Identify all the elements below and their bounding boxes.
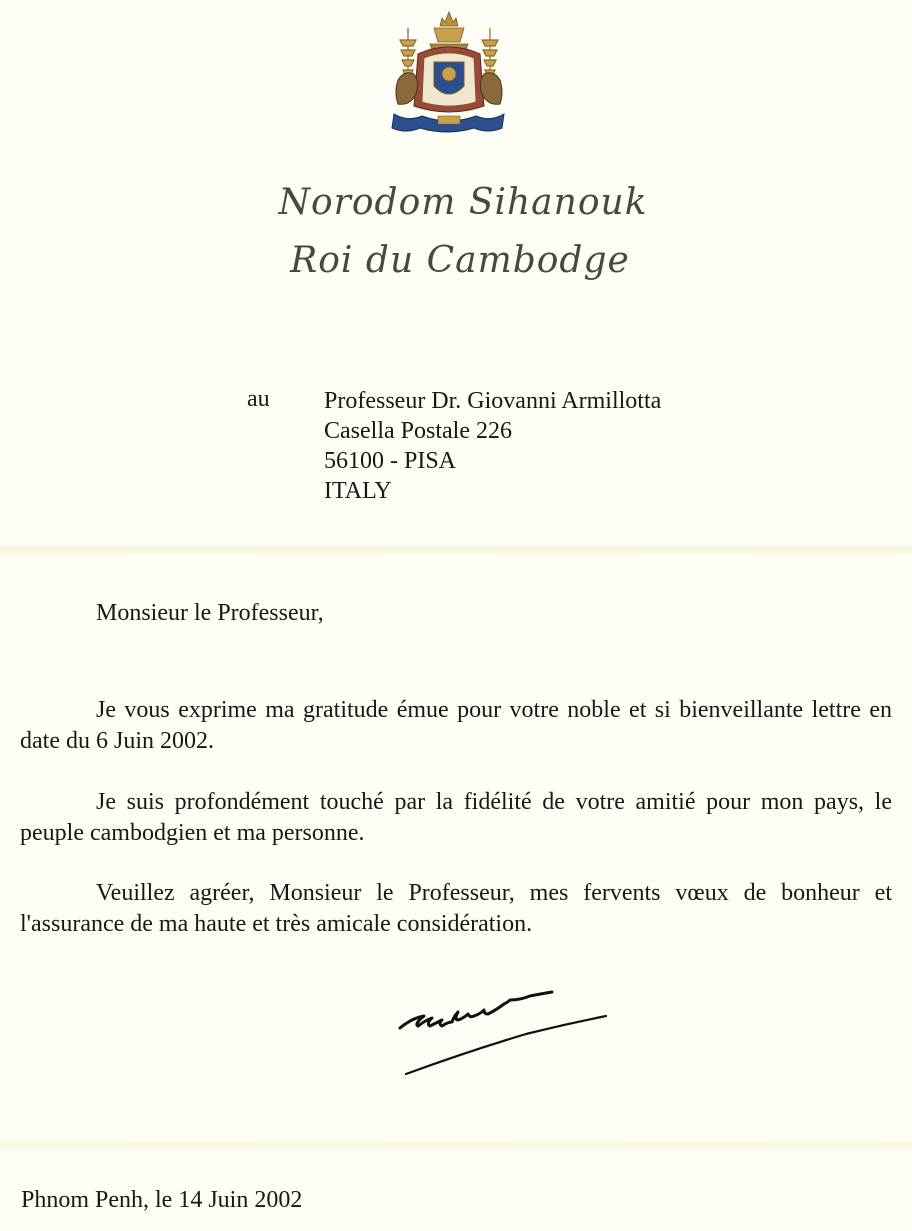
body-paragraph: Je suis profondément touché par la fidélité de votre amitié pour mon pays, le peuple cambodgien et ma personne. (20, 789, 892, 846)
letterhead-title: Roi du Cambodge (290, 240, 630, 281)
body-paragraph: Veuillez agréer, Monsieur le Professeur, mes fervents vœux de bonheur et l'assurance de ma haute et très amicale considération. (20, 880, 892, 937)
letterhead-name: Norodom Sihanouk (278, 182, 648, 223)
recipient-prefix: au (247, 386, 270, 412)
signature-icon (392, 988, 617, 1080)
address-line: Professeur Dr. Giovanni Armillotta (324, 388, 662, 414)
body-paragraph: Je vous exprime ma gratitude émue pour votre noble et si bienveillante lettre en date du 6 Juin 2002. (20, 697, 892, 754)
address-line: ITALY (324, 478, 392, 504)
address-line: Casella Postale 226 (324, 418, 512, 444)
salutation: Monsieur le Professeur, (96, 600, 324, 626)
royal-crest-icon (388, 10, 510, 140)
date-place: Phnom Penh, le 14 Juin 2002 (21, 1187, 303, 1213)
recipient-address (324, 386, 661, 506)
address-line: 56100 - PISA (324, 448, 457, 474)
